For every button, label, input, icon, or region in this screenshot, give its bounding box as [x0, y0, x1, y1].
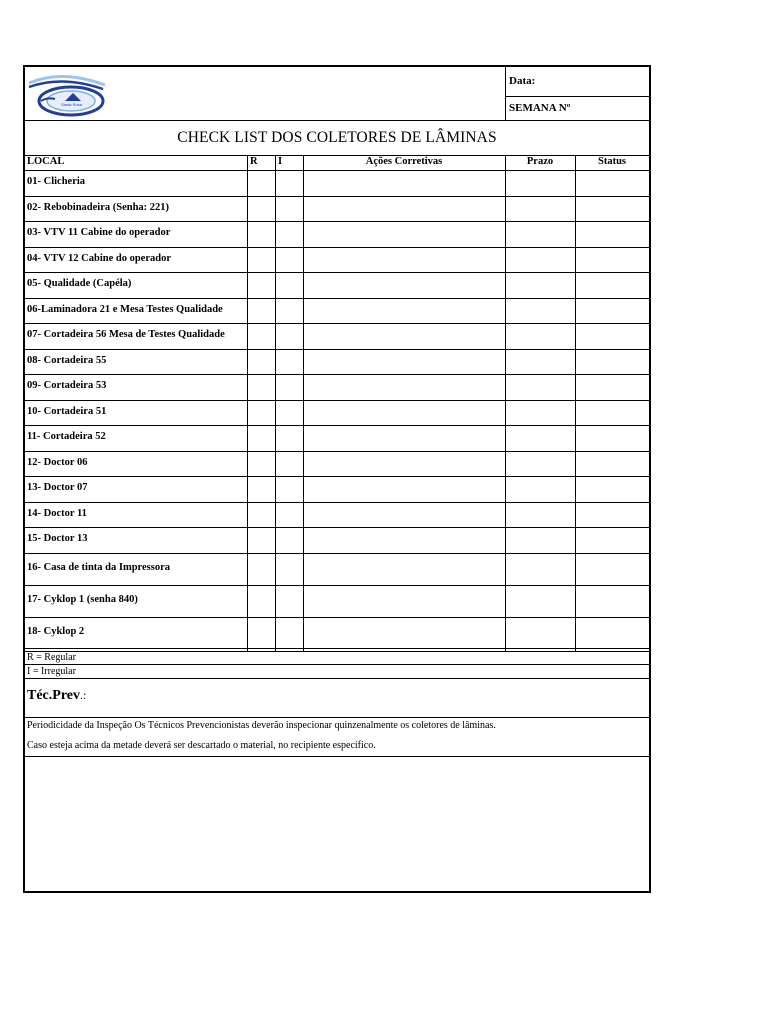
prazo-cell[interactable]	[505, 221, 575, 247]
acoes-cell[interactable]	[303, 553, 505, 585]
i-cell[interactable]	[275, 196, 303, 221]
status-cell[interactable]	[575, 323, 649, 349]
i-cell[interactable]	[275, 374, 303, 400]
page-title: CHECK LIST DOS COLETORES DE LÂMINAS	[177, 129, 497, 146]
prazo-cell[interactable]	[505, 374, 575, 400]
remarks-area[interactable]	[25, 758, 649, 891]
acoes-cell[interactable]	[303, 272, 505, 298]
status-cell[interactable]	[575, 349, 649, 374]
i-cell[interactable]	[275, 476, 303, 502]
r-cell[interactable]	[247, 527, 275, 553]
row-label: 02- Rebobinadeira (Senha: 221)	[27, 202, 170, 213]
row-label: 11- Cortadeira 52	[27, 431, 106, 442]
i-cell[interactable]	[275, 323, 303, 349]
i-cell[interactable]	[275, 553, 303, 585]
r-cell[interactable]	[247, 170, 275, 196]
tec-prev-label: Téc.Prev	[27, 688, 80, 703]
status-cell[interactable]	[575, 272, 649, 298]
status-cell[interactable]	[575, 221, 649, 247]
i-cell[interactable]	[275, 221, 303, 247]
status-cell[interactable]	[575, 425, 649, 451]
prazo-cell[interactable]	[505, 451, 575, 476]
acoes-cell[interactable]	[303, 374, 505, 400]
prazo-cell[interactable]	[505, 170, 575, 196]
acoes-cell[interactable]	[303, 400, 505, 425]
row-label: 04- VTV 12 Cabine do operador	[27, 253, 172, 264]
prazo-cell[interactable]	[505, 425, 575, 451]
column-header-i: I	[278, 156, 283, 167]
r-cell[interactable]	[247, 451, 275, 476]
acoes-cell[interactable]	[303, 323, 505, 349]
logo-graphic	[27, 71, 107, 119]
acoes-cell[interactable]	[303, 502, 505, 527]
row-label: 18- Cyklop 2	[27, 626, 85, 637]
r-cell[interactable]	[247, 349, 275, 374]
acoes-cell[interactable]	[303, 527, 505, 553]
prazo-cell[interactable]	[505, 247, 575, 272]
r-cell[interactable]	[247, 196, 275, 221]
r-cell[interactable]	[247, 553, 275, 585]
status-cell[interactable]	[575, 527, 649, 553]
acoes-cell[interactable]	[303, 425, 505, 451]
row-label: 17- Cyklop 1 (senha 840)	[27, 594, 138, 605]
i-cell[interactable]	[275, 425, 303, 451]
status-cell[interactable]	[575, 476, 649, 502]
prazo-cell[interactable]	[505, 323, 575, 349]
row-label: 03- VTV 11 Cabine do operador	[27, 227, 171, 238]
i-cell[interactable]	[275, 349, 303, 374]
i-cell[interactable]	[275, 617, 303, 648]
column-header-r: R	[250, 156, 258, 167]
row-label: 06-Laminadora 21 e Mesa Testes Qualidade	[27, 304, 223, 315]
column-header-prazo: Prazo	[526, 156, 554, 167]
r-cell[interactable]	[247, 502, 275, 527]
r-cell[interactable]	[247, 476, 275, 502]
i-cell[interactable]	[275, 527, 303, 553]
column-header-local: LOCAL	[27, 156, 65, 167]
r-cell[interactable]	[247, 298, 275, 323]
r-cell[interactable]	[247, 585, 275, 617]
i-cell[interactable]	[275, 170, 303, 196]
legend-regular: R = Regular	[27, 652, 76, 663]
row-label: 08- Cortadeira 55	[27, 355, 107, 366]
prazo-cell[interactable]	[505, 400, 575, 425]
row-label: 15- Doctor 13	[27, 533, 88, 544]
r-cell[interactable]	[247, 400, 275, 425]
prazo-cell[interactable]	[505, 349, 575, 374]
company-logo	[27, 71, 107, 119]
date-label: Data:	[509, 75, 536, 87]
periodicity-line-2: Caso esteja acima da metade deverá ser descartado o material, no recipiente específico.	[27, 740, 376, 751]
acoes-cell[interactable]	[303, 247, 505, 272]
row-divider	[25, 648, 649, 649]
status-cell[interactable]	[575, 502, 649, 527]
acoes-cell[interactable]	[303, 349, 505, 374]
prazo-cell[interactable]	[505, 527, 575, 553]
i-cell[interactable]	[275, 400, 303, 425]
row-label: 07- Cortadeira 56 Mesa de Testes Qualidade	[27, 329, 225, 340]
status-cell[interactable]	[575, 617, 649, 648]
checklist-sheet	[23, 65, 651, 893]
i-cell[interactable]	[275, 298, 303, 323]
status-cell[interactable]	[575, 553, 649, 585]
logo-text: Santa Rosa	[61, 102, 82, 107]
acoes-cell[interactable]	[303, 585, 505, 617]
i-cell[interactable]	[275, 272, 303, 298]
prazo-cell[interactable]	[505, 585, 575, 617]
prazo-cell[interactable]	[505, 553, 575, 585]
row-label: 12- Doctor 06	[27, 457, 88, 468]
status-cell[interactable]	[575, 298, 649, 323]
prazo-cell[interactable]	[505, 502, 575, 527]
prazo-cell[interactable]	[505, 617, 575, 648]
legend-irregular: I = Irregular	[27, 666, 76, 677]
i-cell[interactable]	[275, 451, 303, 476]
r-cell[interactable]	[247, 247, 275, 272]
status-cell[interactable]	[575, 451, 649, 476]
acoes-cell[interactable]	[303, 451, 505, 476]
status-cell[interactable]	[575, 247, 649, 272]
tec-prev-suffix: .:	[80, 688, 87, 702]
i-cell[interactable]	[275, 502, 303, 527]
i-cell[interactable]	[275, 585, 303, 617]
row-label: 16- Casa de tinta da Impressora	[27, 562, 171, 573]
row-label: 10- Cortadeira 51	[27, 406, 107, 417]
status-cell[interactable]	[575, 196, 649, 221]
row-label: 13- Doctor 07	[27, 482, 88, 493]
r-cell[interactable]	[247, 272, 275, 298]
column-header-acoes-corretivas: Ações Corretivas	[365, 156, 443, 167]
status-cell[interactable]	[575, 400, 649, 425]
prazo-cell[interactable]	[505, 476, 575, 502]
r-cell[interactable]	[247, 617, 275, 648]
week-number-label: SEMANA Nº	[509, 102, 571, 114]
acoes-cell[interactable]	[303, 221, 505, 247]
acoes-cell[interactable]	[303, 298, 505, 323]
periodicity-line-1: Periodicidade da Inspeção Os Técnicos Prevencionistas deverão inspecionar quinzenalmente os coletores de lâminas.	[27, 720, 496, 731]
row-label: 05- Qualidade (Capéla)	[27, 278, 132, 289]
r-cell[interactable]	[247, 221, 275, 247]
r-cell[interactable]	[247, 425, 275, 451]
acoes-cell[interactable]	[303, 170, 505, 196]
i-cell[interactable]	[275, 247, 303, 272]
status-cell[interactable]	[575, 585, 649, 617]
prazo-cell[interactable]	[505, 196, 575, 221]
row-label: 09- Cortadeira 53	[27, 380, 107, 391]
column-header-status: Status	[597, 156, 626, 167]
tec-prev-field[interactable]	[27, 688, 86, 704]
acoes-cell[interactable]	[303, 196, 505, 221]
prazo-cell[interactable]	[505, 272, 575, 298]
row-label: 01- Clicheria	[27, 176, 86, 187]
acoes-cell[interactable]	[303, 476, 505, 502]
acoes-cell[interactable]	[303, 617, 505, 648]
prazo-cell[interactable]	[505, 298, 575, 323]
row-label: 14- Doctor 11	[27, 508, 87, 519]
status-cell[interactable]	[575, 374, 649, 400]
status-cell[interactable]	[575, 170, 649, 196]
r-cell[interactable]	[247, 374, 275, 400]
r-cell[interactable]	[247, 323, 275, 349]
